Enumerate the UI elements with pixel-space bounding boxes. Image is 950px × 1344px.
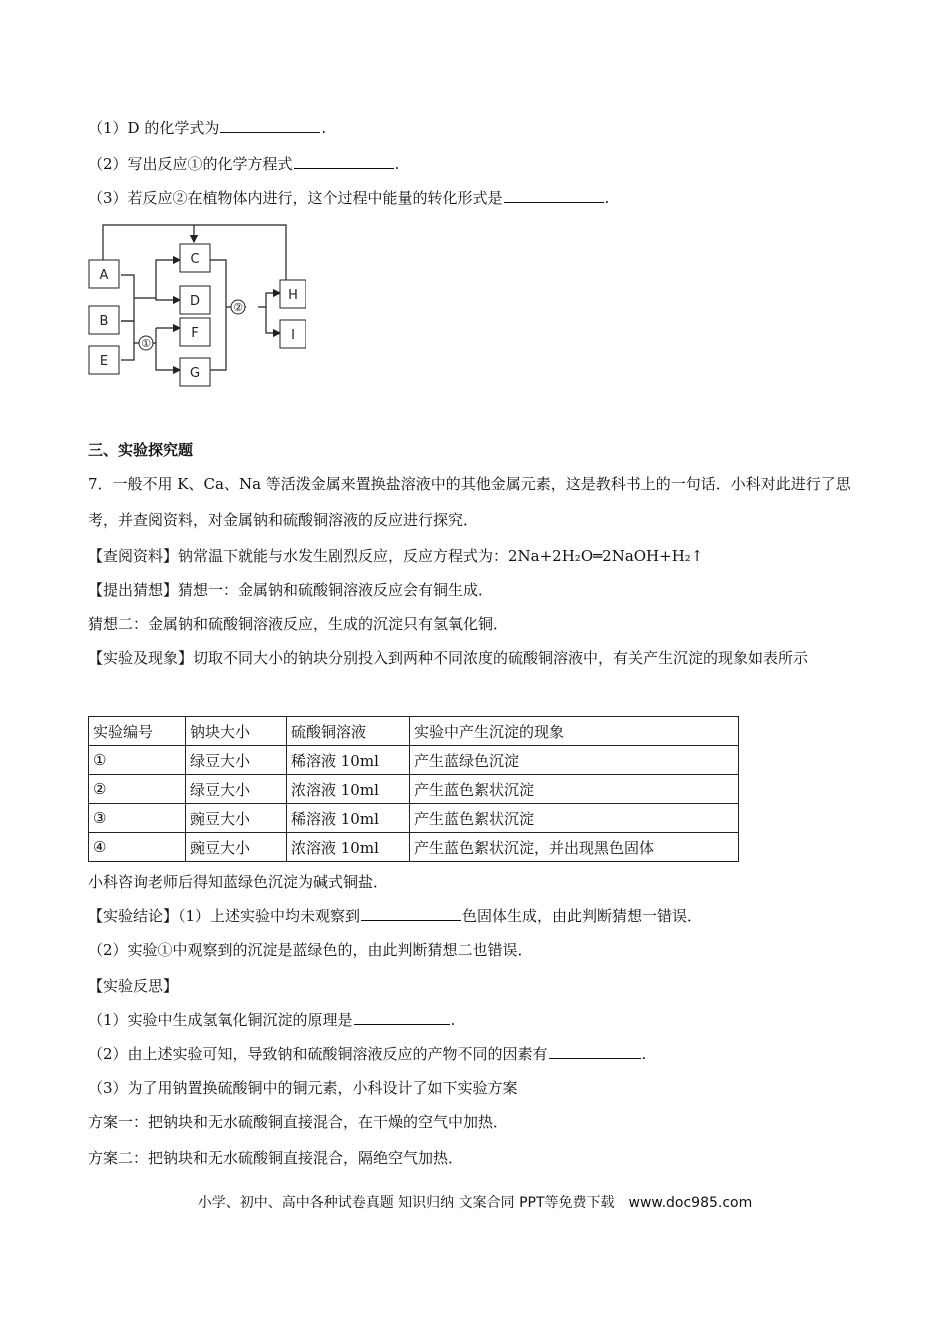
svg-text:A: A <box>99 268 109 283</box>
svg-text:②: ② <box>233 301 243 314</box>
table-cell: 产生蓝绿色沉淀 <box>410 746 739 775</box>
table-cell: 稀溶液 10ml <box>287 804 410 833</box>
answer-blank <box>354 1010 450 1025</box>
svg-text:D: D <box>189 294 201 309</box>
table-cell: 浓溶液 10ml <box>287 775 410 804</box>
question-2 <box>88 154 399 174</box>
svg-text:H: H <box>288 288 298 303</box>
svg-text:B: B <box>99 314 109 329</box>
reflection-title: 【实验反思】 <box>88 977 179 995</box>
node-i <box>280 320 306 348</box>
plan-2: 方案二：把钠块和无水硫酸铜直接混合，隔绝空气加热． <box>88 1149 464 1167</box>
reflection-2-text: （2）由上述实验可知，导致钠和硫酸铜溶液反应的产物不同的因素有 <box>88 1045 548 1063</box>
answer-blank <box>294 154 394 169</box>
hypothesis-1: 【提出猜想】猜想一：金属钠和硫酸铜溶液反应会有铜生成． <box>88 581 494 599</box>
svg-text:C: C <box>190 252 200 267</box>
conclusion-1-suffix: 色固体生成，由此判断猜想一错误． <box>462 907 703 925</box>
svg-text:F: F <box>191 326 199 341</box>
table-header-cell: 硫酸铜溶液 <box>287 717 410 746</box>
node-h <box>280 280 306 308</box>
question-2-suffix: . <box>394 155 400 173</box>
table-cell: ④ <box>89 833 186 862</box>
question-7-intro: 7．一般不用 K、Ca、Na 等活泼金属来置换盐溶液中的其他金属元素，这是教科书上的一句话．小科对此进行了思考，并查阅资料，对金属钠和硫酸铜溶液的反应进行探究． <box>88 475 851 529</box>
reaction-label-1 <box>139 336 153 350</box>
svg-text:G: G <box>189 366 201 381</box>
table-header-cell: 实验编号 <box>89 717 186 746</box>
table-cell: 豌豆大小 <box>186 804 287 833</box>
reflection-1-suffix: . <box>450 1011 456 1029</box>
reflection-2-suffix: . <box>641 1045 647 1063</box>
node-f <box>180 318 210 346</box>
table-row <box>89 804 739 833</box>
table-cell: 产生蓝色絮状沉淀，并出现黑色固体 <box>410 833 739 862</box>
section-title: 三、实验探究题 <box>88 441 194 459</box>
svg-text:①: ① <box>141 337 151 350</box>
table-cell: 豌豆大小 <box>186 833 287 862</box>
node-g <box>180 358 210 386</box>
plan-1: 方案一：把钠块和无水硫酸铜直接混合，在干燥的空气中加热． <box>88 1113 509 1131</box>
node-d <box>180 286 210 314</box>
question-3 <box>88 188 609 208</box>
table-cell: 绿豆大小 <box>186 775 287 804</box>
table-cell: 稀溶液 10ml <box>287 746 410 775</box>
reflection-1-text: （1）实验中生成氢氧化铜沉淀的原理是 <box>88 1011 353 1029</box>
question-2-text: （2）写出反应①的化学方程式 <box>88 155 293 173</box>
conclusion-1 <box>88 906 702 926</box>
reaction-label-2 <box>231 300 245 314</box>
conclusion-1-text: 【实验结论】（1）上述实验中均未观察到 <box>88 907 361 925</box>
question-3-text: （3）若反应②在植物体内进行，这个过程中能量的转化形式是 <box>88 189 503 207</box>
question-1 <box>88 118 326 138</box>
experiment-description: 【实验及现象】切取不同大小的钠块分别投入到两种不同浓度的硫酸铜溶液中，有关产生沉淀的现象如表所示 <box>88 649 809 667</box>
hypothesis-2: 猜想二：金属钠和硫酸铜溶液反应，生成的沉淀只有氢氧化铜． <box>88 615 509 633</box>
reference-material: 【查阅资料】钠常温下就能与水发生剧烈反应，反应方程式为：2Na+2H₂O═2NaOH+H₂↑ <box>88 547 704 565</box>
answer-blank <box>549 1044 641 1059</box>
node-a <box>89 260 119 288</box>
question-1-suffix: . <box>321 119 327 137</box>
svg-text:I: I <box>291 328 295 343</box>
node-b <box>89 306 119 334</box>
table-cell: ② <box>89 775 186 804</box>
svg-text:E: E <box>99 354 109 369</box>
node-c <box>180 244 210 272</box>
question-1-text: （1）D 的化学式为 <box>88 119 220 137</box>
question-3-suffix: . <box>604 189 610 207</box>
table-header-row <box>89 717 739 746</box>
table-cell: 产生蓝色絮状沉淀 <box>410 775 739 804</box>
reflection-1 <box>88 1010 455 1030</box>
table-cell: 绿豆大小 <box>186 746 287 775</box>
node-e <box>89 346 119 374</box>
teacher-note: 小科咨询老师后得知蓝绿色沉淀为碱式铜盐． <box>88 873 389 891</box>
answer-blank <box>220 118 320 133</box>
table-cell: 浓溶液 10ml <box>287 833 410 862</box>
table-row <box>89 775 739 804</box>
table-header-cell: 钠块大小 <box>186 717 287 746</box>
experiment-table <box>88 716 739 862</box>
table-cell: ③ <box>89 804 186 833</box>
reflection-3: （3）为了用钠置换硫酸铜中的铜元素，小科设计了如下实验方案 <box>88 1079 518 1097</box>
table-row <box>89 746 739 775</box>
answer-blank <box>361 906 461 921</box>
table-header-cell: 实验中产生沉淀的现象 <box>410 717 739 746</box>
table-cell: ① <box>89 746 186 775</box>
answer-blank <box>504 188 604 203</box>
page-footer: 小学、初中、高中各种试卷真题 知识归纳 文案合同 PPT等免费下载 www.doc985.com <box>197 1195 753 1211</box>
table-row <box>89 833 739 862</box>
conclusion-2: （2）实验①中观察到的沉淀是蓝绿色的，由此判断猜想二也错误． <box>88 941 533 959</box>
reaction-flow-diagram <box>86 220 306 388</box>
reflection-2 <box>88 1044 646 1064</box>
table-cell: 产生蓝色絮状沉淀 <box>410 804 739 833</box>
